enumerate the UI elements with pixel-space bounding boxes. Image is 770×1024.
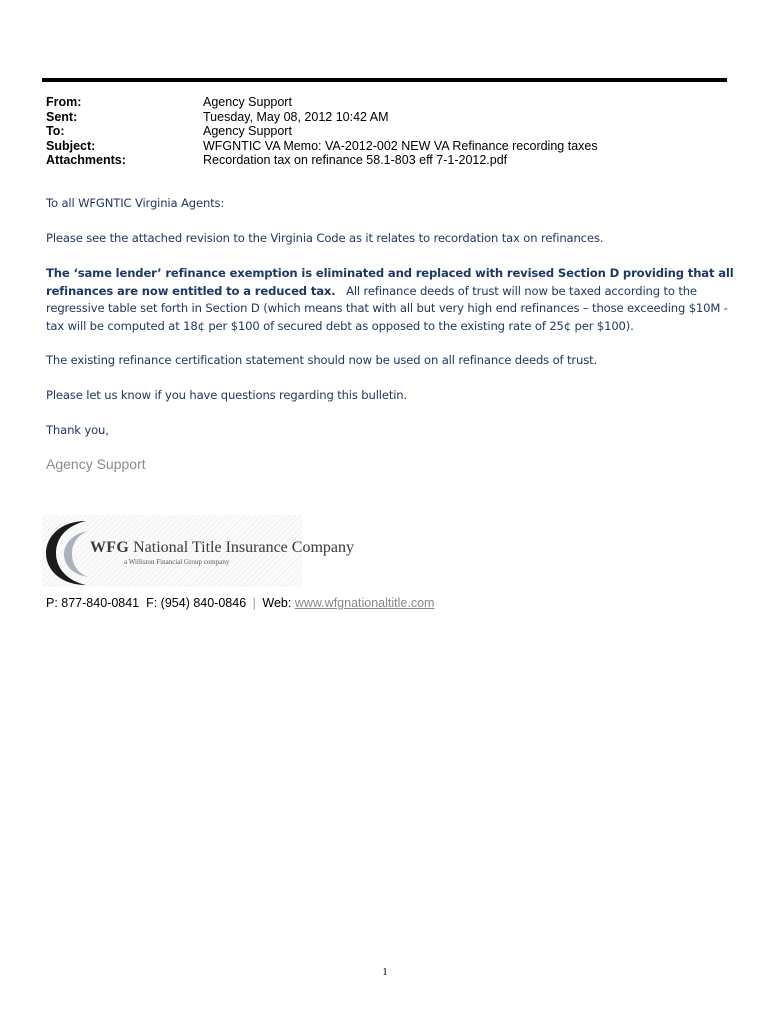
from-value: Agency Support: [203, 95, 292, 109]
contact-fax: F: (954) 840-0846: [146, 596, 247, 610]
attachment-file[interactable]: Recordation tax on refinance 58.1-803 eff 7-1-2012.pdf: [203, 153, 508, 167]
signature-name: Agency Support: [46, 456, 146, 472]
to-value: Agency Support: [203, 124, 292, 138]
attachments-label: Attachments:: [46, 153, 126, 167]
closing: Thank you,: [46, 423, 109, 437]
subject-label: Subject:: [46, 138, 96, 153]
company-logo: [42, 515, 354, 587]
attachments-row: [46, 153, 598, 168]
subject-value: WFGNTIC VA Memo: VA-2012-002 NEW VA Refinance recording taxes: [203, 138, 598, 153]
sent-label: Sent:: [46, 109, 78, 124]
contact-web-label: Web:: [262, 596, 292, 610]
subject-row: [46, 139, 598, 154]
logo-tagline: a Williston Financial Group company: [124, 558, 230, 566]
email-header: [46, 95, 598, 168]
contact-phone: P: 877-840-0841: [46, 596, 140, 610]
logo-brand: WFG: [90, 539, 130, 556]
from-row: [46, 95, 598, 110]
to-label: To:: [46, 124, 65, 138]
page-number: 1: [382, 966, 388, 978]
logo-company: National Title Insurance Company: [133, 539, 354, 556]
to-row: [46, 124, 598, 139]
sent-row: [46, 110, 598, 125]
website-link[interactable]: www.wfgnationaltitle.com: [294, 596, 435, 610]
paragraph-2: [46, 265, 736, 335]
sent-value: Tuesday, May 08, 2012 10:42 AM: [203, 109, 389, 124]
contact-separator: |: [252, 596, 256, 610]
paragraph-1: Please see the attached revision to the Virginia Code as it relates to recordation tax on refinances.: [46, 231, 604, 245]
logo-company-text: [90, 539, 354, 557]
contact-line: [46, 596, 434, 610]
header-divider: [42, 78, 727, 82]
paragraph-4: Please let us know if you have questions regarding this bulletin.: [46, 388, 408, 402]
greeting: To all WFGNTIC Virginia Agents:: [46, 196, 225, 210]
paragraph-2-rest: All refinance deeds of trust will now be taxed according to the regressive table set forth in Section D (which means that with all but very high end refinances – those exceeding $10M - tax will be computed at 18¢ per $100 of secured debt as opposed to the existing rate of 25¢ per $100).: [46, 283, 728, 333]
paragraph-3: The existing refinance certification statement should now be used on all refinance deeds of trust.: [46, 353, 598, 367]
paragraph-2-bold: The ‘same lender’ refinance exemption is eliminated and replaced with revised Section D providing that all refinances are now entitled to a reduced tax.: [46, 266, 734, 298]
from-label: From:: [46, 95, 82, 109]
